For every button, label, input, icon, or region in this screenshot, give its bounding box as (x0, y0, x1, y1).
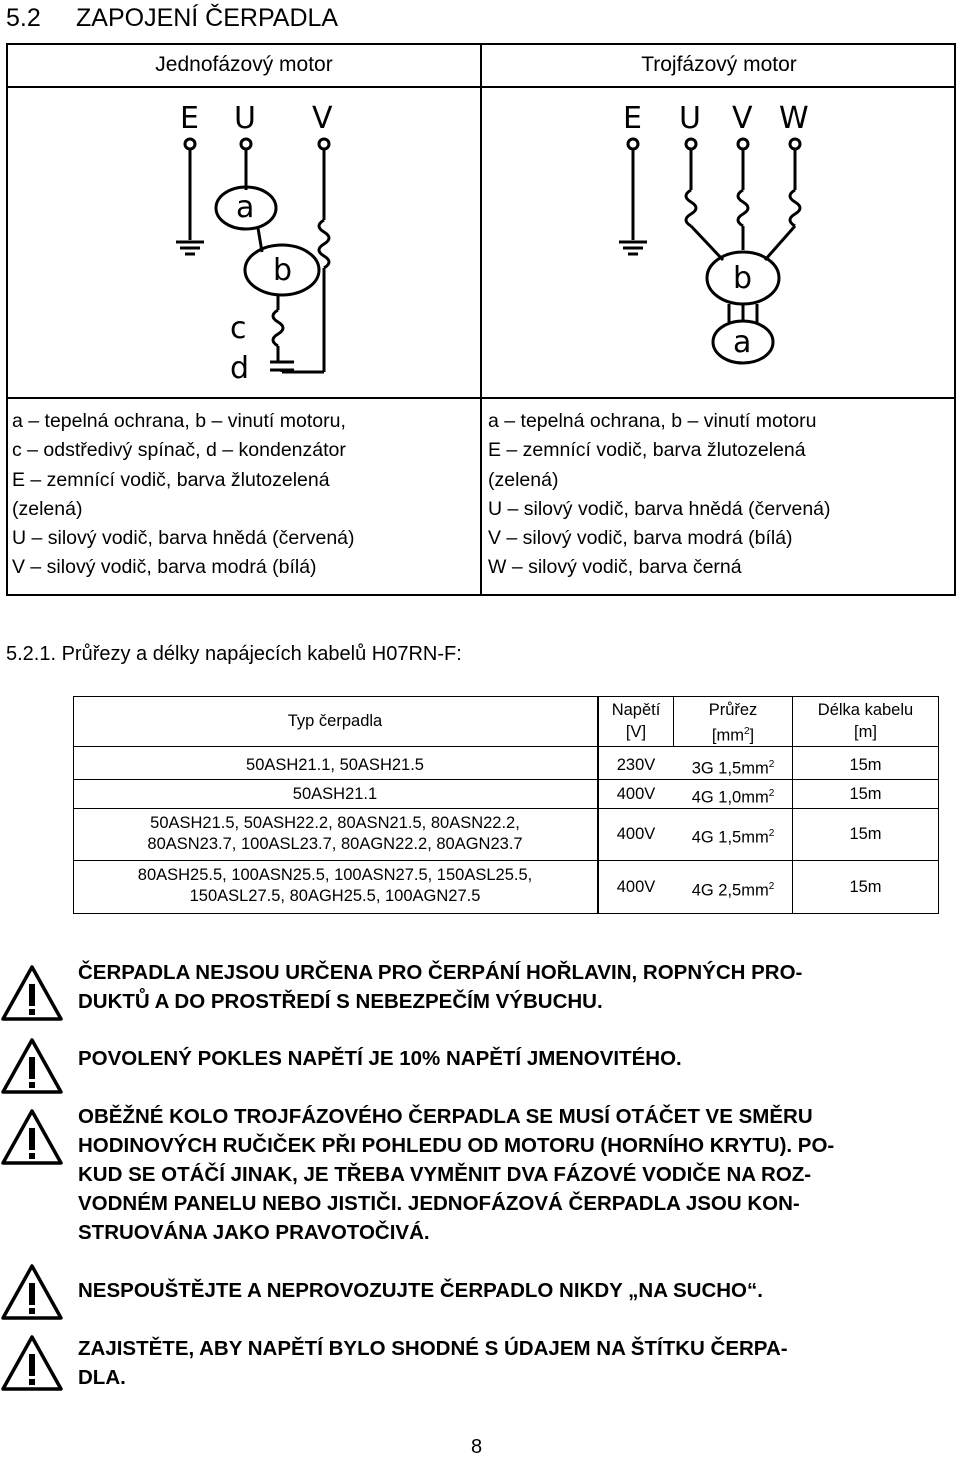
svg-text:b: b (273, 253, 293, 288)
warning-text: ČERPADLA NEJSOU URČENA PRO ČERPÁNÍ HOŘLAVIN, ROPNÝCH PRO- DUKTŮ A DO PROSTŘEDÍ S NEBEZPEČÍM VÝBUCHU. (78, 961, 803, 1013)
warning-triangle-icon (0, 1334, 64, 1392)
warning-text: ZAJISTĚTE, ABY NAPĚTÍ BYLO SHODNÉ S ÚDAJEM NA ŠTÍTKU ČERPA- DLA. (78, 1337, 788, 1389)
warning-triangle-icon (0, 1037, 64, 1095)
svg-text:a: a (236, 190, 255, 225)
warning-triangle-icon (0, 1108, 64, 1166)
table-row: 80ASH25.5, 100ASN25.5, 100ASN27.5, 150ASL25.5, 150ASL27.5, 80AGH25.5, 100AGN27.5 (137, 866, 533, 905)
warning-triangle-icon (0, 1263, 64, 1321)
three-phase-description: a – tepelná ochrana, b – vinutí motoru E – zemnící vodič, barva žlutozelená (zelená) U – silový vodič, barva hnědá (červená) V – silový vodič, barva modrá (bílá) W – silový vodič, barva černá (488, 410, 831, 579)
section-number: 5.2 (6, 4, 41, 32)
svg-text:d: d (230, 351, 250, 386)
svg-text:W: W (779, 101, 809, 136)
single-phase-heading: Jednofázový motor (155, 53, 333, 76)
cable-table: Typ čerpadla Napětí [V] Průřez $[mm^2]$ Délka kabelu [m] 50ASH21.1, 50ASH21.5 230V 3G $1,5mm^2$ 15m 50ASH21.1 400V 4G $1,0mm^2$ 15m 50ASH21.5, 50ASH22.2, 80ASN21.5, 80ASN22.2, 80ASN23.7, 100ASL23.7, 80AGN22.2, 80AGN23.7 400V 4G $1,5mm^2$ 15m 80ASH25.5, 100ASN25.5, 100ASN27.5, 150ASL25.5, 150ASL27.5, 80AGH25.5, 100AGN27.5 400V 4G $2,5mm^2$ 15m (73, 696, 939, 914)
cable-section-title: 5.2.1. Průřezy a délky napájecích kabelů H07RN-F: (6, 643, 462, 665)
warning-text: POVOLENÝ POKLES NAPĚTÍ JE 10% NAPĚTÍ JMENOVITÉHO. (78, 1047, 682, 1070)
svg-text:b: b (733, 261, 753, 296)
header-voltage: Napětí [V] (611, 701, 661, 741)
three-phase-heading: Trojfázový motor (641, 53, 797, 76)
svg-text:a: a (733, 325, 752, 360)
svg-text:U: U (234, 101, 256, 136)
single-phase-description: a – tepelná ochrana, b – vinutí motoru, c – odstředivý spínač, d – kondenzátor E – zemnící vodič, barva žlutozelená (zelená) U – silový vodič, barva hnědá (červená) V – silový vodič, barva modrá (bílá) (12, 410, 355, 579)
svg-text:E: E (623, 101, 642, 136)
table-row: 50ASH21.1 (292, 785, 378, 803)
table-row: 50ASH21.5, 50ASH22.2, 80ASN21.5, 80ASN22.2, 80ASN23.7, 100ASL23.7, 80AGN22.2, 80AGN23.7 (147, 814, 523, 853)
svg-text:V: V (312, 101, 333, 136)
motor-wiring-table (6, 43, 956, 596)
single-phase-diagram (158, 100, 388, 390)
header-type: Typ čerpadla (287, 712, 383, 730)
warning-text: NESPOUŠTĚJTE A NEPROVOZUJTE ČERPADLO NIKDY „NA SUCHO“. (78, 1279, 763, 1302)
svg-text:U: U (679, 101, 701, 136)
section-heading: ZAPOJENÍ ČERPADLA (76, 4, 339, 32)
section-title (6, 4, 338, 33)
table-row: 50ASH21.1, 50ASH21.5 (246, 756, 424, 774)
header-section: Průřez $[mm^2]$ (708, 701, 758, 745)
page-number: 8 (471, 1436, 483, 1458)
warning-triangle-icon (0, 964, 64, 1022)
warning-text: OBĚŽNÉ KOLO TROJFÁZOVÉHO ČERPADLA SE MUSÍ OTÁČET VE SMĚRU HODINOVÝCH RUČIČEK PŘI POHLEDU OD MOTORU (HORNÍHO KRYTU). PO- KUD SE OTÁČÍ JINAK, JE TŘEBA VYMĚNIT DVA FÁZOVÉ VODIČE NA ROZ- VODNÉM PANELU NEBO JISTIČI. JEDNOFÁZOVÁ ČERPADLA JSOU KON- STRUOVÁNA JAKO PRAVOTOČIVÁ. (78, 1105, 835, 1244)
three-phase-diagram (613, 100, 833, 390)
header-length: Délka kabelu [m] (817, 701, 914, 741)
svg-text:V: V (732, 101, 753, 136)
svg-text:c: c (230, 311, 247, 346)
svg-text:E: E (180, 101, 199, 136)
